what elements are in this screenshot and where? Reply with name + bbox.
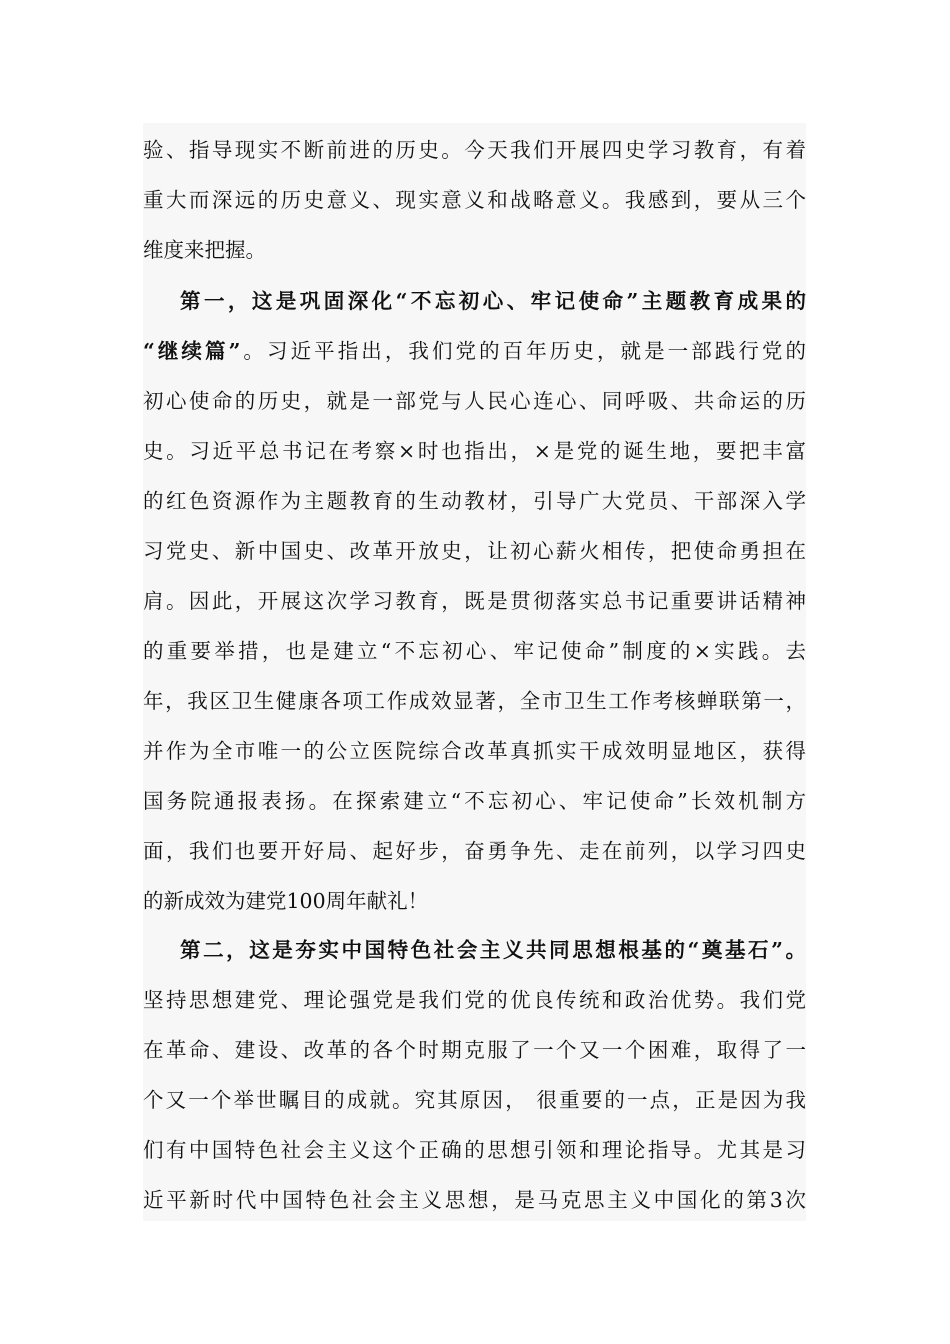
paragraph-line: 的红色资源作为主题教育的生动教材，引导广大党员、干部深入学 bbox=[143, 489, 806, 513]
paragraph-line: 验、指导现实不断前进的历史。今天我们开展四史学习教育，有着 bbox=[143, 138, 806, 162]
paragraph-line-text: 。习近平指出，我们党的百年历史，就是一部践行党的 bbox=[240, 339, 806, 363]
paragraph-line: 维度来把握。 bbox=[143, 238, 266, 262]
paragraph-line: 坚持思想建党、理论强党是我们党的优良传统和政治优势。我们党 bbox=[143, 988, 806, 1012]
paragraph-line: 近平新时代中国特色社会主义思想，是马克思主义中国化的第3次 bbox=[143, 1188, 806, 1212]
section-heading-line: 第一，这是巩固深化“不忘初心、牢记使命”主题教育成果的 bbox=[180, 289, 806, 313]
paragraph-line: 面，我们也要开好局、起好步，奋勇争先、走在前列，以学习四史 bbox=[143, 839, 806, 863]
paragraph-line: 初心使命的历史，就是一部党与人民心连心、同呼吸、共命运的历 bbox=[143, 389, 806, 413]
paragraph-line: 们有中国特色社会主义这个正确的思想引领和理论指导。尤其是习 bbox=[143, 1138, 806, 1162]
paragraph-line bbox=[143, 326, 806, 376]
paragraph-line: 个又一个举世瞩目的成就。究其原因， 很重要的一点，正是因为我 bbox=[143, 1088, 806, 1112]
paragraph-line: 的新成效为建党100周年献礼！ bbox=[143, 889, 429, 913]
paragraph-line: 年，我区卫生健康各项工作成效显著，全市卫生工作考核蝉联第一， bbox=[143, 689, 806, 713]
section-heading-tail: “继续篇” bbox=[143, 339, 241, 363]
section-heading-line: 第二，这是夯实中国特色社会主义共同思想根基的“奠基石”。 bbox=[180, 938, 806, 962]
paragraph-line: 肩。因此，开展这次学习教育，既是贯彻落实总书记重要讲话精神 bbox=[143, 589, 806, 613]
paragraph-line: 史。习近平总书记在考察×时也指出，×是党的诞生地，要把丰富 bbox=[143, 439, 806, 463]
paragraph-line: 重大而深远的历史意义、现实意义和战略意义。我感到，要从三个 bbox=[143, 188, 806, 212]
paragraph-line: 并作为全市唯一的公立医院综合改革真抓实干成效明显地区，获得 bbox=[143, 739, 806, 763]
paragraph-line: 习党史、新中国史、改革开放史，让初心薪火相传，把使命勇担在 bbox=[143, 539, 806, 563]
paragraph-line: 国务院通报表扬。在探索建立“不忘初心、牢记使命”长效机制方 bbox=[143, 789, 806, 813]
paragraph-line: 在革命、建设、改革的各个时期克服了一个又一个困难，取得了一 bbox=[143, 1038, 806, 1062]
paragraph-line: 的重要举措，也是建立“不忘初心、牢记使命”制度的×实践。去 bbox=[143, 639, 806, 663]
